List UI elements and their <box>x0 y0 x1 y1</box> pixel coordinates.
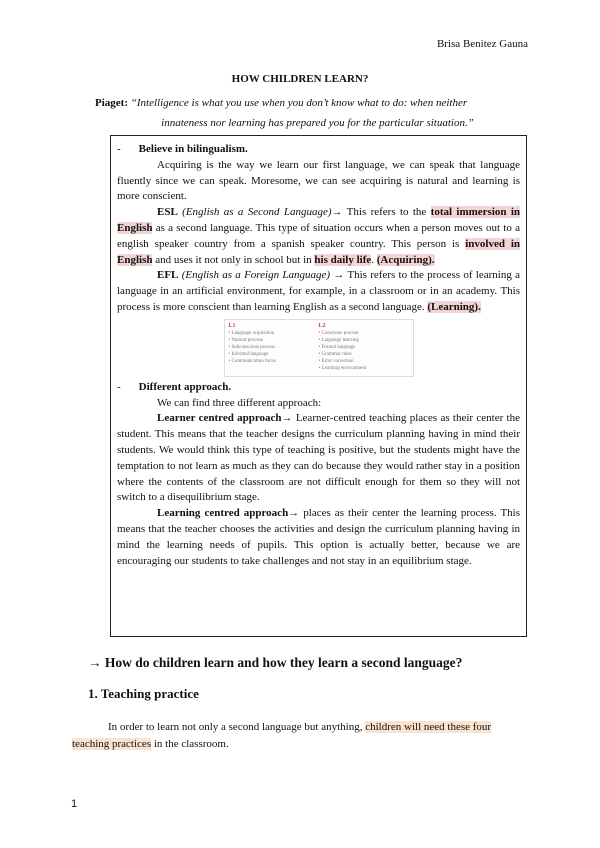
highlight-daily-life: his daily life <box>314 253 372 266</box>
efl-paragraph: EFL (English as a Foreign Language) → This refers to the process of learning a language in an artificial environment, for example, in a classroom or in an academy. This process is more conscient than learning English as a second language. (Learning). <box>117 269 521 313</box>
heading-bilingualism: - Believe in bilingualism. <box>117 143 248 155</box>
highlight-involved: involved in English <box>117 237 521 266</box>
question-heading: → How do children learn and how they learn a second language? <box>88 655 463 670</box>
content-box <box>110 135 527 637</box>
figure-heading-l1: L1 <box>228 322 236 329</box>
heading-different-approach: - Different approach. <box>117 380 232 393</box>
quote-label: Piaget: <box>95 97 128 109</box>
piaget-quote <box>95 93 515 133</box>
highlight-learning: (Learning). <box>427 300 481 313</box>
document-title: HOW CHILDREN LEARN? <box>231 73 369 85</box>
esl-paragraph: ESL (English as a Second Language)→ This refers to the total immersion in English as a second language. This type of situation occurs when a person moves out to a english speaker country from a spanish speaker country. This person is involved in English and uses it not only in school but in his daily life. (Acquiring). <box>117 206 521 266</box>
esl-expansion: (English as a Second Language) <box>182 206 332 219</box>
section-number: 1. <box>88 686 98 701</box>
approach-intro: We can find three different approach: <box>157 396 322 409</box>
efl-expansion: (English as a Foreign Language) <box>181 269 331 282</box>
page-number: 1 <box>71 798 78 810</box>
section-title: Teaching practice <box>100 686 199 701</box>
efl-term: EFL <box>157 269 179 282</box>
learner-centred-term: Learner centred approach <box>157 412 282 425</box>
section-heading <box>88 686 199 702</box>
quote-line-2: innateness nor learning has prepared you for the particular situation.” <box>161 117 474 129</box>
quote-line-1: “Intelligence is what you use when you don’t know what to do: when neither <box>130 97 468 109</box>
learning-centred-term: Learning centred approach <box>157 507 289 520</box>
author-name: Brisa Benitez Gauna <box>436 38 528 50</box>
esl-term: ESL <box>157 206 178 219</box>
acquiring-paragraph: Acquiring is the way we learn our first language, we can speak that language fluently since we can speak. Moresome, we can see acquiring is natural and learning is more conscient. <box>117 158 520 203</box>
figure-column-l1: L1 • Language acquisition • Natural process • Subconscious process • Informal language • Communication focus <box>229 323 319 373</box>
highlight-four-practices: children will need these four teaching practices <box>72 721 492 750</box>
figure-column-l2: L2 • Conscious process • Language learning • Formal language • Grammar rules • Error correction • Learning environment <box>319 323 409 373</box>
highlight-acquiring: (Acquiring). <box>376 253 435 266</box>
l1-l2-comparison-image <box>224 319 414 377</box>
teaching-practice-paragraph: In order to learn not only a second language but anything, children will need these four teaching practices in the classroom. <box>72 721 492 750</box>
learning-centred-paragraph: Learning centred approach→ places as their center the learning process. This means that the teacher chooses the activities and design the curriculum planning having in mind the learning needs of pupils. This option is actually better, because we are encouraging our students to take challenges and not stay in an equilibrium stage. <box>117 507 520 567</box>
highlight-total-immersion: total immersion in English <box>117 206 521 234</box>
learner-centred-paragraph: Learner centred approach→ Learner-centred teaching places as their center the student. This means that the teacher designs the curriculum planning having in mind their students. We would think this type of teaching is positive, but the students might have the temptation to not learn as much as they can do because they would rather stay in a position where the contents of the classroom are not difficult enough for them so they will not switch to a disequilibrium stage. <box>117 412 520 504</box>
figure-heading-l2: L2 <box>318 322 326 329</box>
